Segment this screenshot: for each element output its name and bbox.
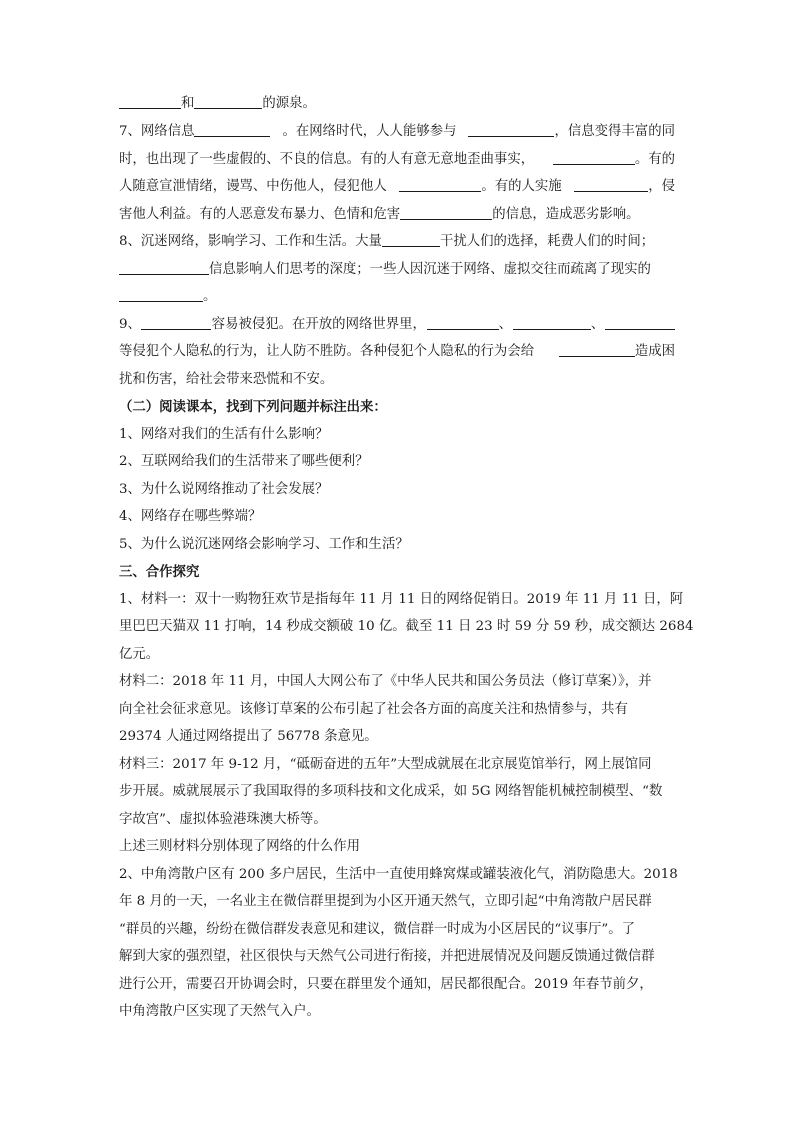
case-2-line: “群员的兴趣，纷纷在微信群发表意见和建议，微信群一时成为小区居民的“议事厅”。了 <box>119 922 635 937</box>
text-segment: 容易被侵犯。在开放的网络世界里， <box>211 317 426 332</box>
answer-blank[interactable] <box>141 315 211 330</box>
case-2-line: 2、中角湾散户区有 200 多户居民，生活中一直使用蜂窝煤或罐装液化气，消防隐患大。2018 <box>119 867 678 882</box>
text-segment: 信息影响人们思考的深度；一些人因沉迷于网络、虚拟交往而疏离了现实的 <box>209 262 651 277</box>
answer-blank[interactable] <box>605 315 675 330</box>
material-2-line: 向全社会征求意见。该修订草案的公布引起了社会各方面的高度关注和热情参与，共有 <box>119 702 628 717</box>
question-9-line-1 <box>119 315 675 335</box>
question-9-line-2 <box>119 342 675 362</box>
material-1-line: 1、材料一：双十一购物狂欢节是指每年 11 月 11 日的网络促销日。2019 年 11 月 11 日，阿 <box>119 592 684 607</box>
answer-blank[interactable] <box>399 177 481 192</box>
text-segment: 7、网络信息 <box>119 124 195 139</box>
material-3-line: 材料三：2017 年 9-12 月，“砥砺奋进的五年”大型成就展在北京展览馆举行，网上展馆同 <box>119 757 652 772</box>
answer-blank[interactable] <box>553 150 635 165</box>
section-2-heading: （二）阅读课本，找到下列问题并标注出来： <box>119 399 387 415</box>
text-segment: 干扰人们的选择，耗费人们的时间； <box>439 234 655 249</box>
fill-line-sources <box>119 94 316 114</box>
answer-blank[interactable] <box>119 287 203 302</box>
text-segment: 。有的人实施 <box>481 179 562 194</box>
text-segment: 害他人利益。有的人恶意发布暴力、色情和危害 <box>119 207 401 222</box>
answer-blank[interactable] <box>194 122 270 137</box>
text-segment: 等侵犯个人隐私的行为，让人防不胜防。各种侵犯个人隐私的行为会给 <box>119 344 535 359</box>
text-segment: 。在网络时代，人人能够参与 <box>282 124 457 139</box>
text-segment: 、 <box>590 317 605 332</box>
answer-blank[interactable] <box>574 177 648 192</box>
question-7-line-1 <box>119 122 675 142</box>
question-8-line-3 <box>119 287 216 307</box>
text-segment: 和 <box>181 96 195 111</box>
material-1-line: 亿元。 <box>119 647 160 662</box>
question-7-line-3 <box>119 177 675 197</box>
case-2-line: 进行公开，需要召开协调会时，只要在群里发个通知，居民都很配合。2019 年春节前夕， <box>119 977 653 992</box>
text-segment: 8、沉迷网络，影响学习、工作和生活。大量 <box>119 234 382 249</box>
section-3-heading: 三、合作探究 <box>119 564 200 580</box>
answer-blank[interactable] <box>513 315 591 330</box>
text-segment: 扰和伤害，给社会带来恐慌和不安。 <box>119 372 334 387</box>
text-segment: 的源泉。 <box>262 96 316 111</box>
material-1-line: 里巴巴天猫双 11 打响，14 秒成交额破 10 亿。截至 11 日 23 时 59 分 59 秒，成交额达 2684 <box>119 619 694 634</box>
text-segment: 。有的 <box>634 152 675 167</box>
material-2-line: 材料二：2018 年 11 月，中国人大网公布了《中华人民共和国公务员法（修订草案）》，并 <box>119 674 652 689</box>
text-segment: 造成困 <box>634 344 675 359</box>
discussion-question: 上述三则材料分别体现了网络的什么作用 <box>119 839 361 854</box>
answer-blank[interactable] <box>427 315 499 330</box>
question-8-line-1 <box>119 232 654 252</box>
text-segment: 、 <box>498 317 513 332</box>
question-8-line-2 <box>119 260 651 280</box>
question-7-line-2 <box>119 150 675 170</box>
text-segment: 。 <box>203 289 217 304</box>
text-segment: ，信息变得丰富的同 <box>554 124 675 139</box>
text-segment: 人随意宣泄情绪，谩骂、中伤他人，侵犯他人 <box>119 179 387 194</box>
answer-blank[interactable] <box>119 94 181 109</box>
reading-question: 2、互联网给我们的生活带来了哪些便利？ <box>119 454 369 469</box>
answer-blank[interactable] <box>559 342 635 357</box>
case-2-line: 年 8 月的一天，一名业主在微信群里提到为小区开通天然气，立即引起“中角湾散户居民群 <box>119 894 652 909</box>
text-segment: 9、 <box>119 317 141 332</box>
reading-question: 3、为什么说网络推动了社会发展？ <box>119 482 329 497</box>
material-3-line: 步开展。威就展展示了我国取得的多项科技和文化成采，如 5G 网络智能机械控制模型、“数 <box>119 784 663 799</box>
text-segment: 的信息，造成恶劣影响。 <box>492 207 640 222</box>
text-segment: 时，也出现了一些虚假的、不良的信息。有的人有意无意地歪曲事实， <box>119 152 535 167</box>
answer-blank[interactable] <box>468 122 554 137</box>
question-9-line-3 <box>119 370 333 390</box>
reading-question: 5、为什么说沉迷网络会影响学习、工作和生活？ <box>119 537 409 552</box>
material-3-line: 字故宫”、虚拟体验港珠澳大桥等。 <box>119 812 327 827</box>
question-7-line-4 <box>119 205 640 225</box>
answer-blank[interactable] <box>119 260 209 275</box>
reading-question: 4、网络存在哪些弊端？ <box>119 509 262 524</box>
text-segment: ，侵 <box>648 179 675 194</box>
reading-question: 1、网络对我们的生活有什么影响？ <box>119 427 329 442</box>
case-2-line: 中角湾散户区实现了天然气入户。 <box>119 1004 320 1019</box>
case-2-line: 解到大家的强烈望，社区很快与天然气公司进行衔接，并把进展情况及问题反馈通过微信群 <box>119 949 655 964</box>
material-2-line: 29374 人通过网络提出了 56778 条意见。 <box>119 729 378 744</box>
answer-blank[interactable] <box>382 232 440 247</box>
answer-blank[interactable] <box>400 205 492 220</box>
answer-blank[interactable] <box>194 94 262 109</box>
